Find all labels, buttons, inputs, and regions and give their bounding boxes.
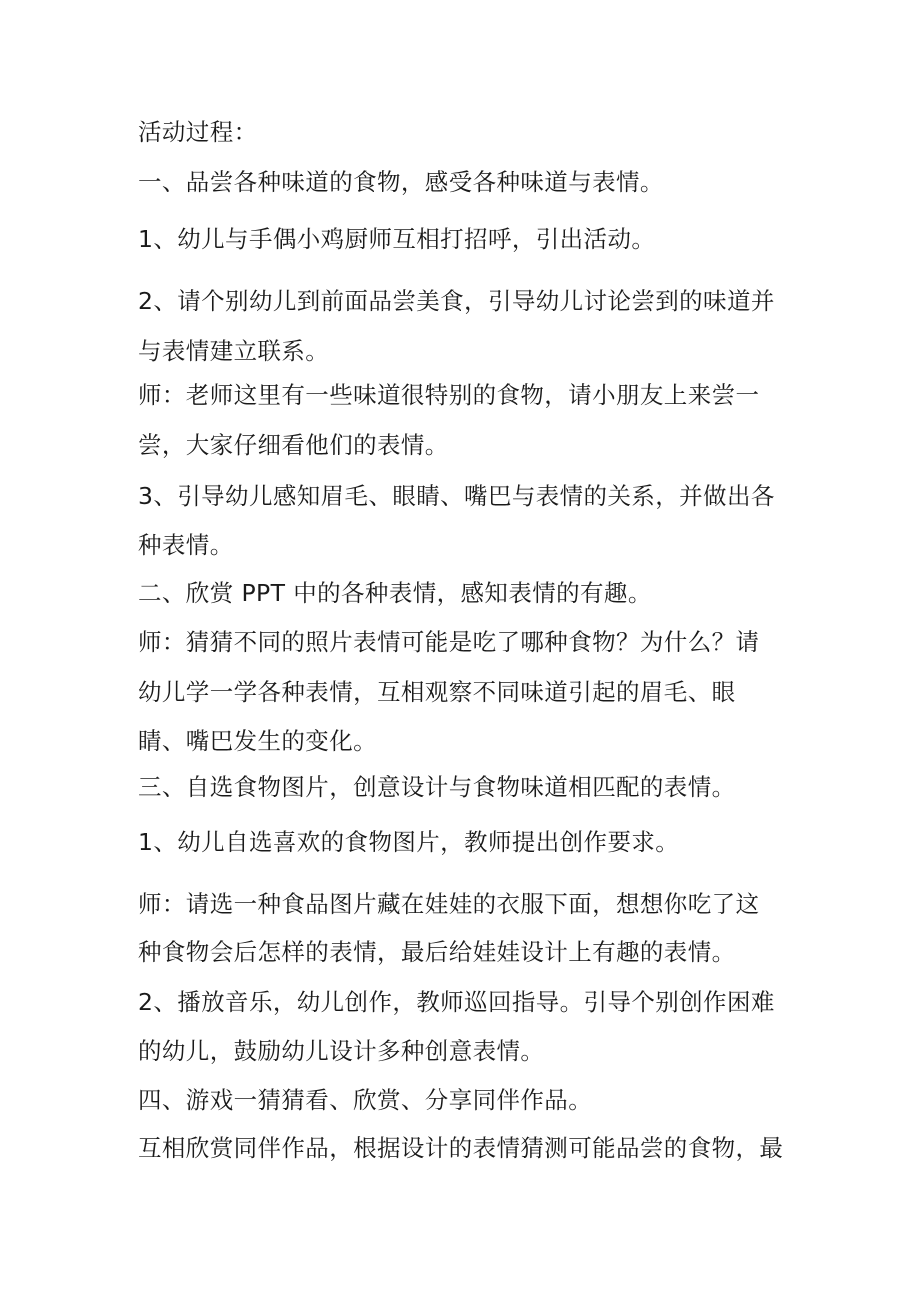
step-3-1: 1、幼儿自选喜欢的食物图片，教师提出创作要求。 [138, 828, 680, 856]
teacher-line-1b: 尝，大家仔细看他们的表情。 [138, 431, 449, 459]
section-3-title: 三、自选食物图片，创意设计与食物味道相匹配的表情。 [138, 773, 736, 801]
step-3-2-line-1: 2、播放音乐，幼儿创作，教师巡回指导。引导个别创作困难 [138, 988, 775, 1016]
teacher-line-1a: 师：老师这里有一些味道很特别的食物，请小朋友上来尝一 [138, 381, 760, 409]
teacher-line-3b: 种食物会后怎样的表情，最后给娃娃设计上有趣的表情。 [138, 938, 736, 966]
teacher-line-3a: 师：请选一种食品图片藏在娃娃的衣服下面，想想你吃了这 [138, 890, 760, 918]
section-4-title: 四、游戏一猜猜看、欣赏、分享同伴作品。 [138, 1086, 593, 1114]
teacher-line-2c: 睛、嘴巴发生的变化。 [138, 727, 377, 755]
step-1-1: 1、幼儿与手偶小鸡厨师互相打招呼，引出活动。 [138, 225, 656, 253]
step-3-2-line-2: 的幼儿，鼓励幼儿设计多种创意表情。 [138, 1037, 545, 1065]
step-1-3-line-2: 种表情。 [138, 531, 234, 559]
step-1-3-line-1: 3、引导幼儿感知眉毛、眼睛、嘴巴与表情的关系，并做出各 [138, 482, 775, 510]
step-1-2-line-1: 2、请个别幼儿到前面品尝美食，引导幼儿讨论尝到的味道并 [138, 287, 775, 315]
section-1-title: 一、品尝各种味道的食物，感受各种味道与表情。 [138, 168, 664, 196]
teacher-line-2a: 师：猜猜不同的照片表情可能是吃了哪种食物？为什么？请 [138, 628, 760, 656]
teacher-line-2b: 幼儿学一学各种表情，互相观察不同味道引起的眉毛、眼 [138, 678, 736, 706]
section-2-title: 二、欣赏 PPT 中的各种表情，感知表情的有趣。 [138, 579, 652, 607]
heading-activity-process: 活动过程： [138, 118, 258, 146]
step-1-2-line-2: 与表情建立联系。 [138, 337, 330, 365]
section-4-text-line-1: 互相欣赏同伴作品，根据设计的表情猜测可能品尝的食物，最 [138, 1134, 784, 1162]
